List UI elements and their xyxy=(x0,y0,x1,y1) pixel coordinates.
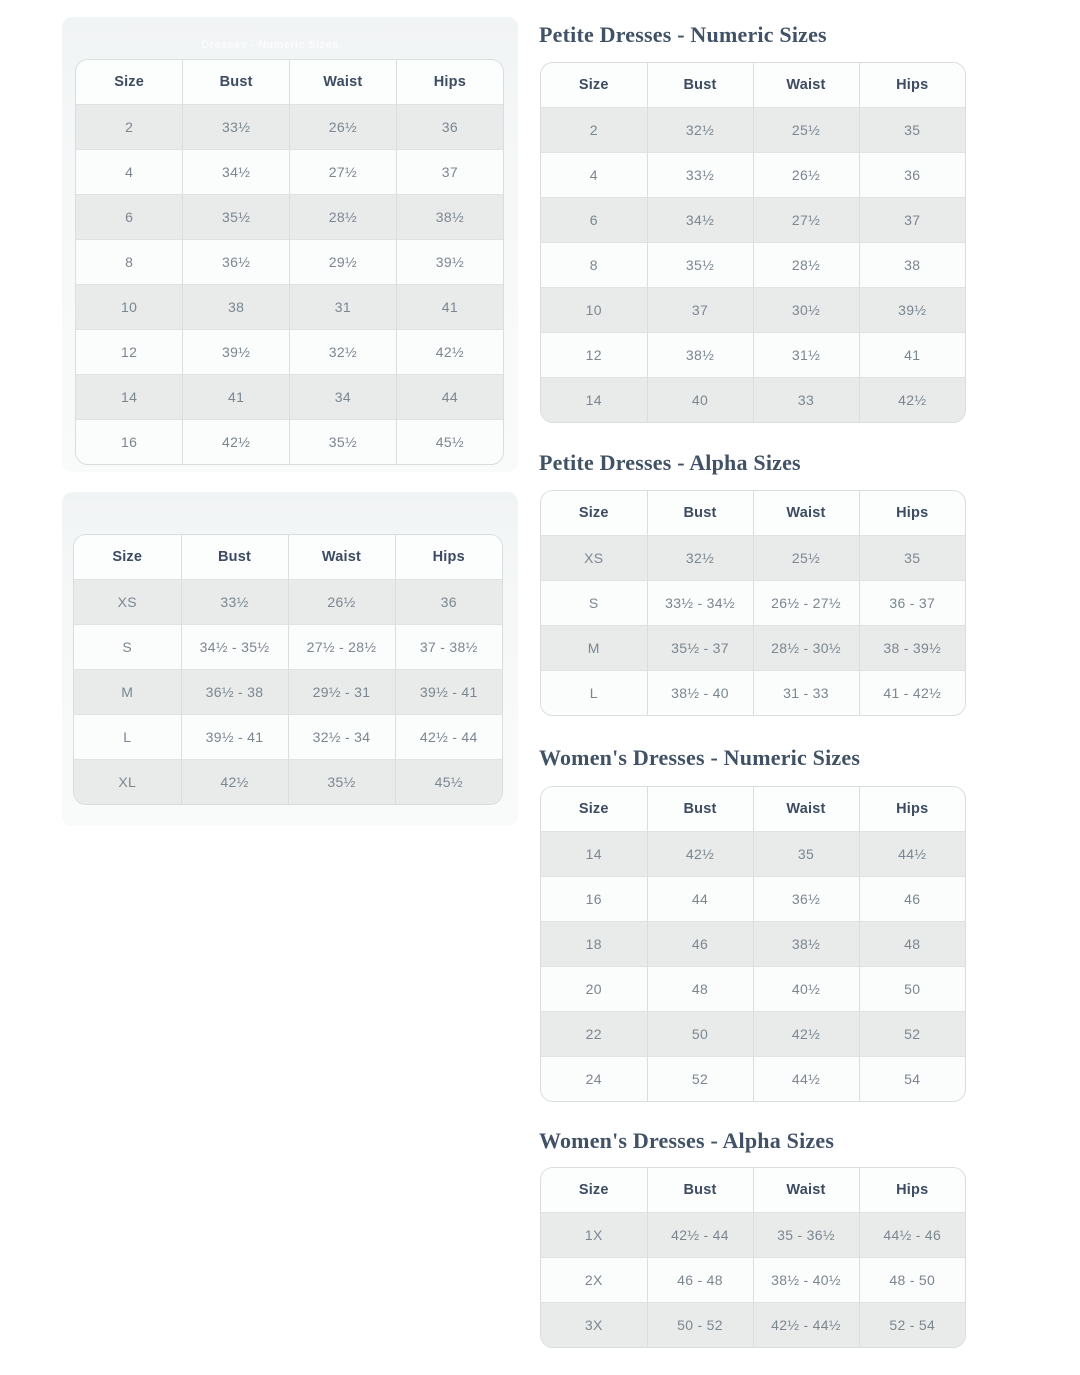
size-chart-table xyxy=(541,787,965,1101)
size-cell: 2 xyxy=(76,105,183,150)
measurement-cell: 36½ xyxy=(753,877,859,922)
measurement-cell: 27½ xyxy=(290,150,397,195)
measurement-cell: 34½ xyxy=(183,150,290,195)
measurement-cell: 45½ xyxy=(395,760,502,805)
measurement-cell: 41 xyxy=(396,285,503,330)
measurement-cell: 32½ xyxy=(647,536,753,581)
size-cell: 4 xyxy=(76,150,183,195)
petite-numeric-size-table xyxy=(540,62,966,423)
measurement-cell: 36 xyxy=(859,153,965,198)
measurement-cell: 35 xyxy=(859,536,965,581)
measurement-cell: 35 xyxy=(859,108,965,153)
measurement-cell: 33 xyxy=(753,378,859,423)
column-header-size: Size xyxy=(76,60,183,105)
column-header-size: Size xyxy=(541,491,647,536)
measurement-cell: 42½ xyxy=(753,1012,859,1057)
measurement-cell: 42½ - 44 xyxy=(395,715,502,760)
table-row xyxy=(76,240,503,285)
size-cell: 3X xyxy=(541,1303,647,1348)
measurement-cell: 36 xyxy=(396,105,503,150)
measurement-cell: 41 - 42½ xyxy=(859,671,965,716)
size-cell: 14 xyxy=(541,378,647,423)
size-cell: 10 xyxy=(541,288,647,333)
column-header-size: Size xyxy=(541,63,647,108)
size-cell: 6 xyxy=(76,195,183,240)
measurement-cell: 32½ xyxy=(290,330,397,375)
measurement-cell: 28½ xyxy=(753,243,859,288)
header-row xyxy=(541,787,965,832)
table-row xyxy=(76,195,503,240)
column-header-waist: Waist xyxy=(753,787,859,832)
table-row xyxy=(76,420,503,465)
measurement-cell: 39½ xyxy=(396,240,503,285)
table-row xyxy=(541,1258,965,1303)
measurement-cell: 38 xyxy=(859,243,965,288)
column-header-hips: Hips xyxy=(396,60,503,105)
table-row xyxy=(541,832,965,877)
measurement-cell: 38½ xyxy=(753,922,859,967)
measurement-cell: 31½ xyxy=(753,333,859,378)
measurement-cell: 29½ - 31 xyxy=(288,670,395,715)
size-cell: M xyxy=(541,626,647,671)
measurement-cell: 42½ xyxy=(647,832,753,877)
column-header-hips: Hips xyxy=(859,63,965,108)
misses-alpha-size-table xyxy=(73,534,503,805)
measurement-cell: 39½ xyxy=(183,330,290,375)
measurement-cell: 34½ - 35½ xyxy=(181,625,288,670)
measurement-cell: 37 - 38½ xyxy=(395,625,502,670)
size-cell: 1X xyxy=(541,1213,647,1258)
size-cell: L xyxy=(541,671,647,716)
measurement-cell: 39½ xyxy=(859,288,965,333)
size-cell: 12 xyxy=(76,330,183,375)
size-chart-table xyxy=(541,63,965,422)
column-header-hips: Hips xyxy=(859,787,965,832)
measurement-cell: 35 - 36½ xyxy=(753,1213,859,1258)
measurement-cell: 39½ - 41 xyxy=(395,670,502,715)
table-row xyxy=(541,243,965,288)
measurement-cell: 32½ - 34 xyxy=(288,715,395,760)
measurement-cell: 26½ xyxy=(290,105,397,150)
measurement-cell: 37 xyxy=(396,150,503,195)
size-chart-table xyxy=(74,535,502,804)
header-row xyxy=(541,491,965,536)
petite-numeric-title: Petite Dresses - Numeric Sizes xyxy=(539,22,827,47)
size-cell: 6 xyxy=(541,198,647,243)
faint-watermark-title: Dresses - Numeric Sizes xyxy=(201,39,339,51)
measurement-cell: 54 xyxy=(859,1057,965,1102)
measurement-cell: 41 xyxy=(183,375,290,420)
measurement-cell: 42½ xyxy=(183,420,290,465)
table-row xyxy=(541,333,965,378)
size-cell: 4 xyxy=(541,153,647,198)
measurement-cell: 46 xyxy=(647,922,753,967)
table-row xyxy=(541,1213,965,1258)
measurement-cell: 36 - 37 xyxy=(859,581,965,626)
measurement-cell: 39½ - 41 xyxy=(181,715,288,760)
measurement-cell: 44½ xyxy=(753,1057,859,1102)
column-header-bust: Bust xyxy=(647,787,753,832)
size-cell: XS xyxy=(74,580,181,625)
column-header-waist: Waist xyxy=(753,1168,859,1213)
column-header-waist: Waist xyxy=(753,491,859,536)
measurement-cell: 46 xyxy=(859,877,965,922)
measurement-cell: 36½ xyxy=(183,240,290,285)
measurement-cell: 52 xyxy=(647,1057,753,1102)
column-header-bust: Bust xyxy=(647,491,753,536)
table-row xyxy=(541,198,965,243)
size-cell: XS xyxy=(541,536,647,581)
table-row xyxy=(74,670,502,715)
header-row xyxy=(541,1168,965,1213)
measurement-cell: 50 xyxy=(647,1012,753,1057)
column-header-bust: Bust xyxy=(647,1168,753,1213)
measurement-cell: 31 - 33 xyxy=(753,671,859,716)
size-cell: 14 xyxy=(76,375,183,420)
measurement-cell: 37 xyxy=(647,288,753,333)
size-cell: S xyxy=(74,625,181,670)
size-cell: 8 xyxy=(76,240,183,285)
column-header-waist: Waist xyxy=(290,60,397,105)
measurement-cell: 33½ - 34½ xyxy=(647,581,753,626)
table-row xyxy=(541,967,965,1012)
column-header-waist: Waist xyxy=(288,535,395,580)
table-row xyxy=(74,580,502,625)
table-row xyxy=(541,877,965,922)
size-cell: M xyxy=(74,670,181,715)
size-cell: 12 xyxy=(541,333,647,378)
table-row xyxy=(541,1303,965,1348)
table-row xyxy=(76,150,503,195)
column-header-hips: Hips xyxy=(395,535,502,580)
header-row xyxy=(74,535,502,580)
petite-alpha-size-table xyxy=(540,490,966,716)
measurement-cell: 26½ xyxy=(288,580,395,625)
size-cell: 16 xyxy=(76,420,183,465)
womens-alpha-size-table xyxy=(540,1167,966,1348)
measurement-cell: 50 - 52 xyxy=(647,1303,753,1348)
measurement-cell: 50 xyxy=(859,967,965,1012)
table-row xyxy=(541,288,965,333)
measurement-cell: 28½ xyxy=(290,195,397,240)
measurement-cell: 35½ xyxy=(183,195,290,240)
size-cell: 24 xyxy=(541,1057,647,1102)
misses-numeric-size-table xyxy=(75,59,504,465)
measurement-cell: 36½ - 38 xyxy=(181,670,288,715)
measurement-cell: 25½ xyxy=(753,536,859,581)
column-header-size: Size xyxy=(541,787,647,832)
table-row xyxy=(541,153,965,198)
size-cell: 2 xyxy=(541,108,647,153)
measurement-cell: 44 xyxy=(396,375,503,420)
measurement-cell: 38½ - 40½ xyxy=(753,1258,859,1303)
table-row xyxy=(76,330,503,375)
table-row xyxy=(541,536,965,581)
table-row xyxy=(74,625,502,670)
womens-numeric-size-table xyxy=(540,786,966,1102)
measurement-cell: 34 xyxy=(290,375,397,420)
measurement-cell: 52 xyxy=(859,1012,965,1057)
table-row xyxy=(76,375,503,420)
measurement-cell: 38½ xyxy=(396,195,503,240)
size-cell: 8 xyxy=(541,243,647,288)
size-chart-table xyxy=(541,1168,965,1347)
measurement-cell: 38 - 39½ xyxy=(859,626,965,671)
measurement-cell: 46 - 48 xyxy=(647,1258,753,1303)
measurement-cell: 25½ xyxy=(753,108,859,153)
measurement-cell: 28½ - 30½ xyxy=(753,626,859,671)
measurement-cell: 26½ xyxy=(753,153,859,198)
table-row xyxy=(541,581,965,626)
measurement-cell: 52 - 54 xyxy=(859,1303,965,1348)
measurement-cell: 40½ xyxy=(753,967,859,1012)
size-cell: 2X xyxy=(541,1258,647,1303)
column-header-bust: Bust xyxy=(183,60,290,105)
table-row xyxy=(76,285,503,330)
size-chart-table xyxy=(541,491,965,715)
header-row xyxy=(76,60,503,105)
womens-alpha-title: Women's Dresses - Alpha Sizes xyxy=(539,1128,835,1153)
measurement-cell: 48 xyxy=(859,922,965,967)
measurement-cell: 40 xyxy=(647,378,753,423)
column-header-size: Size xyxy=(74,535,181,580)
size-cell: 16 xyxy=(541,877,647,922)
column-header-hips: Hips xyxy=(859,1168,965,1213)
measurement-cell: 27½ xyxy=(753,198,859,243)
measurement-cell: 45½ xyxy=(396,420,503,465)
measurement-cell: 42½ xyxy=(181,760,288,805)
measurement-cell: 35½ xyxy=(647,243,753,288)
measurement-cell: 32½ xyxy=(647,108,753,153)
size-cell: 20 xyxy=(541,967,647,1012)
measurement-cell: 33½ xyxy=(183,105,290,150)
table-row xyxy=(541,378,965,423)
womens-numeric-title: Women's Dresses - Numeric Sizes xyxy=(539,745,861,770)
measurement-cell: 38½ - 40 xyxy=(647,671,753,716)
column-header-bust: Bust xyxy=(647,63,753,108)
measurement-cell: 48 - 50 xyxy=(859,1258,965,1303)
measurement-cell: 35½ xyxy=(290,420,397,465)
measurement-cell: 41 xyxy=(859,333,965,378)
measurement-cell: 33½ xyxy=(647,153,753,198)
size-chart-table xyxy=(76,60,503,464)
measurement-cell: 29½ xyxy=(290,240,397,285)
size-cell: XL xyxy=(74,760,181,805)
petite-alpha-title: Petite Dresses - Alpha Sizes xyxy=(539,450,801,475)
measurement-cell: 38½ xyxy=(647,333,753,378)
measurement-cell: 48 xyxy=(647,967,753,1012)
measurement-cell: 36 xyxy=(395,580,502,625)
size-cell: 18 xyxy=(541,922,647,967)
measurement-cell: 35 xyxy=(753,832,859,877)
size-cell: L xyxy=(74,715,181,760)
table-row xyxy=(541,108,965,153)
measurement-cell: 34½ xyxy=(647,198,753,243)
measurement-cell: 44 xyxy=(647,877,753,922)
measurement-cell: 31 xyxy=(290,285,397,330)
table-row xyxy=(76,105,503,150)
size-cell: 22 xyxy=(541,1012,647,1057)
table-row xyxy=(541,922,965,967)
measurement-cell: 33½ xyxy=(181,580,288,625)
measurement-cell: 26½ - 27½ xyxy=(753,581,859,626)
measurement-cell: 30½ xyxy=(753,288,859,333)
table-row xyxy=(541,1012,965,1057)
table-row xyxy=(541,671,965,716)
measurement-cell: 37 xyxy=(859,198,965,243)
column-header-bust: Bust xyxy=(181,535,288,580)
table-row xyxy=(74,715,502,760)
measurement-cell: 44½ - 46 xyxy=(859,1213,965,1258)
column-header-hips: Hips xyxy=(859,491,965,536)
size-cell: 10 xyxy=(76,285,183,330)
header-row xyxy=(541,63,965,108)
measurement-cell: 42½ - 44½ xyxy=(753,1303,859,1348)
measurement-cell: 44½ xyxy=(859,832,965,877)
column-header-size: Size xyxy=(541,1168,647,1213)
column-header-waist: Waist xyxy=(753,63,859,108)
table-row xyxy=(541,1057,965,1102)
table-row xyxy=(541,626,965,671)
size-cell: S xyxy=(541,581,647,626)
table-row xyxy=(74,760,502,805)
measurement-cell: 42½ xyxy=(396,330,503,375)
measurement-cell: 35½ - 37 xyxy=(647,626,753,671)
measurement-cell: 35½ xyxy=(288,760,395,805)
measurement-cell: 42½ xyxy=(859,378,965,423)
measurement-cell: 42½ - 44 xyxy=(647,1213,753,1258)
measurement-cell: 27½ - 28½ xyxy=(288,625,395,670)
size-cell: 14 xyxy=(541,832,647,877)
measurement-cell: 38 xyxy=(183,285,290,330)
